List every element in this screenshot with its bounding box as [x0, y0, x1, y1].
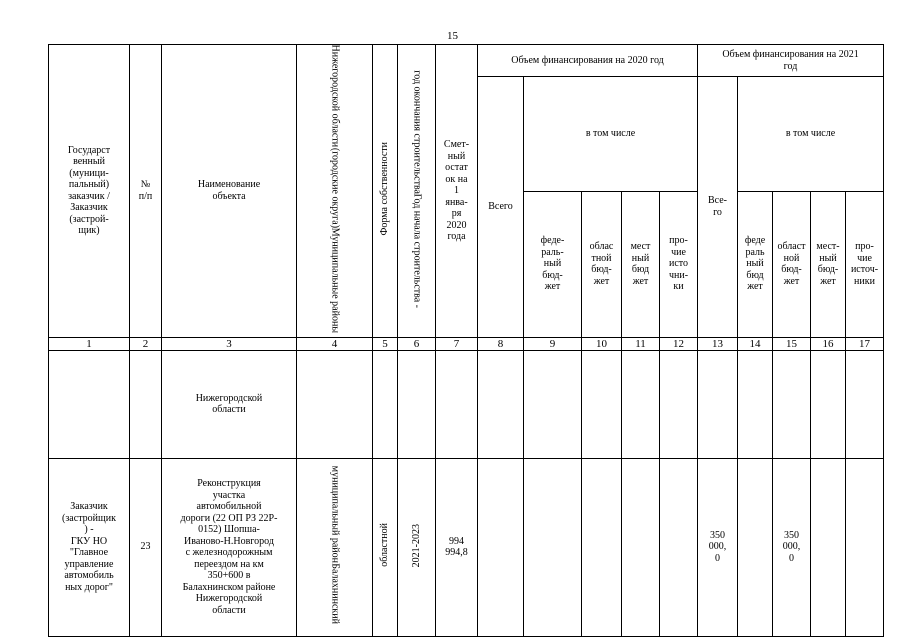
- row-years: [398, 350, 436, 458]
- row-local-2020: [622, 350, 660, 458]
- row-object-name: [162, 458, 297, 636]
- text-line: жет: [747, 281, 763, 293]
- column-number: 2: [130, 337, 162, 350]
- text-line: Балахнинский: [329, 563, 341, 625]
- financing-table: [48, 44, 884, 637]
- text-line: управление: [64, 558, 114, 570]
- text-line: облас: [589, 241, 614, 253]
- header-regional-2021: [773, 191, 811, 337]
- text-line: Реконструкция: [197, 478, 261, 490]
- text-line: бюд-: [591, 264, 612, 276]
- text-line: раль-: [541, 246, 564, 258]
- text-line: 994: [449, 535, 464, 547]
- text-line: (застройщик: [62, 512, 116, 524]
- column-number: 3: [162, 337, 297, 350]
- text-line: (застрой-: [69, 213, 109, 225]
- text-line: с железнодорожным: [185, 547, 273, 559]
- header-object-name: [162, 45, 297, 338]
- header-other-2020: [660, 191, 698, 337]
- text-line: ный: [746, 258, 764, 270]
- text-line: бюд: [746, 269, 764, 281]
- row-estimate: [436, 350, 478, 458]
- row-regional-2020: [582, 458, 622, 636]
- column-number: 13: [698, 337, 738, 350]
- text-line: Нижегородской области: [329, 45, 341, 148]
- text-line: жет: [632, 275, 649, 287]
- text-line: исто: [668, 258, 689, 270]
- text-line: 2020: [446, 219, 467, 231]
- text-line: чни-: [668, 269, 689, 281]
- header-including-2021: в том числе: [738, 77, 884, 192]
- header-funding-2021: [698, 45, 884, 77]
- text-line: бюд-: [781, 264, 802, 276]
- row-regional-2021: [773, 458, 811, 636]
- text-line: щик): [78, 225, 100, 237]
- text-line: 000,: [782, 541, 801, 553]
- text-line: Наименование: [197, 179, 261, 191]
- row-local-2021: [811, 350, 846, 458]
- column-number: 6: [398, 337, 436, 350]
- column-number: 4: [297, 337, 373, 350]
- text-line: тной: [591, 252, 612, 264]
- text-line: 0: [715, 552, 720, 564]
- text-line: ный: [543, 258, 562, 270]
- row-federal-2020: [524, 458, 582, 636]
- text-line: год: [783, 60, 798, 72]
- text-line: мест: [630, 241, 651, 253]
- text-line: про-: [855, 241, 874, 253]
- text-line: жет: [544, 281, 561, 293]
- text-line: остат: [445, 162, 468, 174]
- text-line: ок на: [445, 173, 468, 185]
- column-number: 12: [660, 337, 698, 350]
- text-line: Иваново-Н.Новгород: [184, 535, 274, 547]
- text-line: (муници-: [69, 167, 109, 179]
- header-federal-2020: [524, 191, 582, 337]
- header-other-2021: [846, 191, 884, 337]
- row-object-name: [162, 350, 297, 458]
- header-customer: [49, 45, 130, 338]
- text-line: п/п: [138, 190, 153, 202]
- page-number: 15: [447, 30, 458, 42]
- column-number: 8: [478, 337, 524, 350]
- text-line: 350+600 в: [207, 570, 251, 582]
- text-line: феде-: [540, 235, 565, 247]
- row-total-2021: [698, 350, 738, 458]
- text-line: жет: [820, 275, 836, 287]
- text-line: 0: [789, 552, 794, 564]
- text-line: Государст: [67, 144, 111, 156]
- text-line: года: [447, 231, 466, 243]
- text-line: 1: [454, 185, 459, 197]
- text-line: област: [777, 241, 806, 253]
- text-line: жет: [593, 275, 610, 287]
- row-other-2020: [660, 458, 698, 636]
- text-line: бюд: [631, 264, 650, 276]
- text-line: ГКУ НО: [70, 535, 108, 547]
- column-number: 10: [582, 337, 622, 350]
- text-line: ки: [673, 281, 684, 293]
- row-district: [297, 458, 373, 636]
- text-line: области: [212, 404, 246, 416]
- text-line: бюд-: [542, 269, 563, 281]
- row-total-2021: [698, 458, 738, 636]
- row-federal-2021: [738, 350, 773, 458]
- text-line: "Главное: [69, 547, 109, 559]
- text-line: ный: [631, 252, 650, 264]
- column-number: 5: [373, 337, 398, 350]
- text-line: про-: [669, 235, 688, 247]
- table-row: [49, 458, 884, 636]
- text-line: раль: [745, 246, 765, 258]
- text-line: Смет-: [443, 139, 470, 151]
- text-line: ный: [447, 150, 466, 162]
- row-ownership: [373, 350, 398, 458]
- text-line: Год начала строительства -: [411, 193, 423, 309]
- column-number: 17: [846, 337, 884, 350]
- row-district: [297, 350, 373, 458]
- column-number: 7: [436, 337, 478, 350]
- row-customer: [49, 350, 130, 458]
- text-line: феде: [744, 235, 766, 247]
- header-federal-2021: [738, 191, 773, 337]
- text-line: пальный): [68, 179, 110, 191]
- text-line: заказчик /: [68, 190, 110, 202]
- text-line: объекта: [212, 190, 246, 202]
- text-line: жет: [783, 275, 800, 287]
- table-row: [49, 350, 884, 458]
- text-line: ных дорог": [65, 581, 113, 593]
- header-ownership: Форма собственности: [373, 45, 398, 338]
- text-line: мест-: [816, 241, 840, 253]
- text-line: (городские округа): [329, 147, 341, 228]
- column-number: 1: [49, 337, 130, 350]
- text-line: Заказчик: [70, 202, 108, 214]
- row-federal-2021: [738, 458, 773, 636]
- header-including-2020: в том числе: [524, 77, 698, 192]
- column-numbers-row: [49, 337, 884, 350]
- column-number: 9: [524, 337, 582, 350]
- row-number: 23: [130, 458, 162, 636]
- text-line: 994,8: [445, 547, 468, 559]
- row-ownership: областной: [373, 458, 398, 636]
- row-regional-2021: [773, 350, 811, 458]
- text-line: 350: [784, 529, 799, 541]
- text-line: №: [140, 179, 151, 191]
- row-federal-2020: [524, 350, 582, 458]
- text-line: 0152) Шопша-: [198, 524, 260, 536]
- text-line: Заказчик: [70, 501, 108, 513]
- text-line: чие: [671, 246, 686, 258]
- row-other-2021: [846, 458, 884, 636]
- row-local-2021: [811, 458, 846, 636]
- text-line: муниципальный район: [329, 466, 341, 564]
- header-years: [398, 45, 436, 338]
- row-other-2020: [660, 350, 698, 458]
- column-number: 14: [738, 337, 773, 350]
- text-line: переездом на км: [194, 558, 264, 570]
- text-line: ники: [854, 275, 875, 287]
- row-other-2021: [846, 350, 884, 458]
- header-total-2021: [698, 77, 738, 338]
- text-line: Нижегородской: [195, 593, 263, 605]
- row-customer: [49, 458, 130, 636]
- column-number: 11: [622, 337, 660, 350]
- text-line: ря: [451, 208, 462, 220]
- row-estimate: [436, 458, 478, 636]
- text-line: год окончания строительства: [411, 70, 423, 194]
- row-years: 2021-2023: [398, 458, 436, 636]
- row-number: [130, 350, 162, 458]
- text-line: Балахнинском районе: [182, 581, 276, 593]
- text-line: бюд-: [817, 264, 839, 276]
- header-districts: [297, 45, 373, 338]
- column-number: 15: [773, 337, 811, 350]
- text-line: венный: [73, 156, 105, 168]
- text-line: 000,: [708, 541, 727, 553]
- text-line: участка: [212, 489, 246, 501]
- row-local-2020: [622, 458, 660, 636]
- text-line: Муниципальные районы: [329, 227, 341, 334]
- text-line: дороги (22 ОП РЗ 22Р-: [180, 512, 278, 524]
- text-line: области: [212, 604, 246, 616]
- text-line: Все-: [708, 195, 727, 207]
- column-number: 16: [811, 337, 846, 350]
- text-line: автомобильной: [196, 501, 262, 513]
- row-regional-2020: [582, 350, 622, 458]
- row-total-2020: [478, 350, 524, 458]
- header-funding-2020: Объем финансирования на 2020 год: [478, 45, 698, 77]
- header-local-2020: [622, 191, 660, 337]
- text-line: ной: [783, 252, 800, 264]
- text-line: ) -: [84, 524, 94, 536]
- text-line: ный: [819, 252, 837, 264]
- text-line: го: [713, 206, 722, 218]
- header-estimate: [436, 45, 478, 338]
- text-line: Нижегородской: [195, 392, 263, 404]
- text-line: 350: [710, 529, 725, 541]
- header-number: [130, 45, 162, 338]
- text-line: источ-: [850, 264, 879, 276]
- text-line: чие: [857, 252, 872, 264]
- header-regional-2020: [582, 191, 622, 337]
- text-line: автомобиль: [64, 570, 114, 582]
- header-total-2020: Всего: [478, 77, 524, 338]
- header-local-2021: [811, 191, 846, 337]
- row-total-2020: [478, 458, 524, 636]
- header-row-1: [49, 45, 884, 77]
- text-line: Объем финансирования на 2021: [722, 49, 859, 60]
- text-line: янва-: [445, 196, 468, 208]
